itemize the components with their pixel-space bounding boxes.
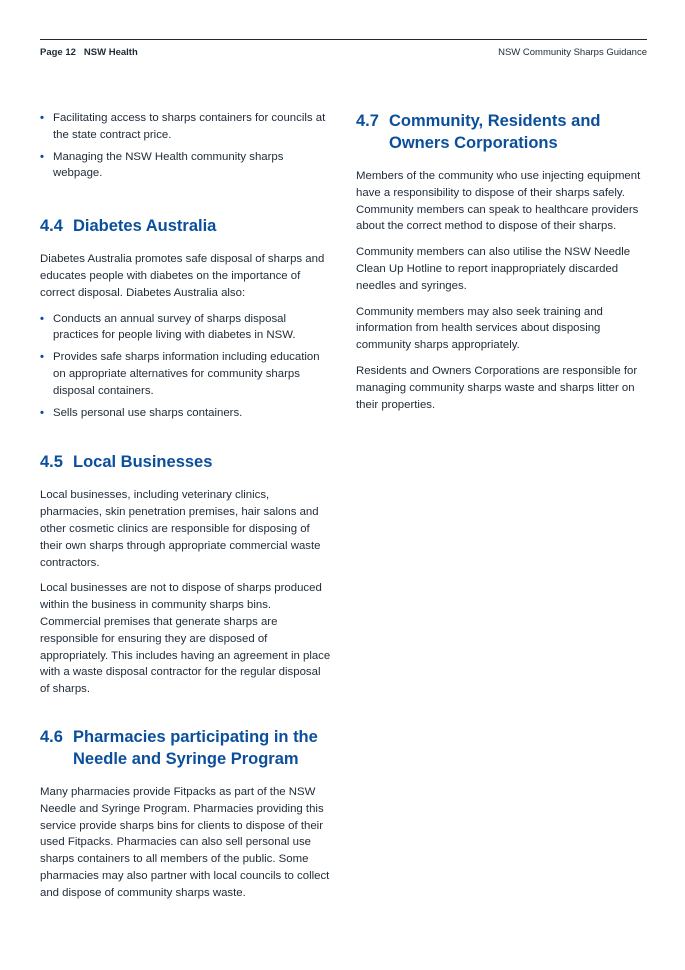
bullet-icon: • (40, 351, 44, 364)
diabetes-bullet-list (40, 311, 332, 422)
paragraph: Local businesses are not to dispose of sharps produced within the business in community sharps bins. Commercial premises that generate sharps are responsible for ensuring they are disposed of appropriately. This includes having an agreement in place with a waste disposal contractor for the regular disposal of sharps. (40, 582, 331, 696)
bullet-icon: • (40, 112, 44, 124)
left-column (40, 110, 332, 911)
paragraph: Community members may also seek training and information from health services about disposing community sharps appropriately. (356, 305, 603, 352)
header-rule (40, 39, 647, 40)
bullet-icon: • (40, 312, 44, 325)
bullet-icon: • (40, 150, 44, 163)
list-item: • Conducts an annual survey of sharps disposal practices for people living with diabetes in NSW. (40, 312, 296, 342)
section-heading-4-4: 4.4 Diabetes Australia (40, 217, 217, 236)
section-heading-4-6: 4.6 Pharmacies participating in the Needle and Syringe Program (40, 727, 318, 768)
paragraph: Members of the community who use injecting equipment have a responsibility to dispose of their sharps safely. Community members can speak to healthcare providers about the correct method to dispose of their sharps. (356, 170, 641, 233)
list-item: • Provides safe sharps information including education on appropriate alternatives for community sharps disposal containers. (40, 351, 320, 397)
organisation-name: NSW Health (83, 47, 138, 58)
right-column (356, 110, 648, 422)
paragraph: Local businesses, including veterinary clinics, pharmacies, skin penetration premises, hair salons and other cosmetic clinics are responsible for disposing of their own sharps through appropriate commercial waste contractors. (40, 489, 321, 569)
intro-bullet-list (40, 110, 332, 182)
page-header-left (40, 47, 138, 58)
list-item: • Managing the NSW Health community sharps webpage. (40, 150, 284, 180)
page-number: Page 12 (40, 47, 76, 58)
list-item: • Facilitating access to sharps containers for councils at the state contract price. (40, 112, 326, 141)
section-heading-4-7: 4.7 Community, Residents and Owners Corporations (356, 112, 601, 152)
paragraph: Diabetes Australia promotes safe disposal of sharps and educates people with diabetes on the importance of correct disposal. Diabetes Australia also: (40, 253, 325, 299)
paragraph: Many pharmacies provide Fitpacks as part of the NSW Needle and Syringe Program. Pharmacies providing this service provide sharps bins for clients to dispose of their used Fitpacks. Pharmacies can also sell personal use sharps containers to all members of the public. Some pharmacies may also partner with local councils to collect and dispose of community sharps waste. (40, 785, 330, 899)
bullet-icon: • (40, 406, 44, 419)
list-item: • Sells personal use sharps containers. (40, 405, 332, 422)
section-heading-4-5: 4.5 Local Businesses (40, 453, 213, 472)
document-title: NSW Community Sharps Guidance (498, 47, 647, 58)
paragraph: Community members can also utilise the NSW Needle Clean Up Hotline to report inappropriately discarded needles and syringes. (356, 246, 631, 292)
paragraph: Residents and Owners Corporations are responsible for managing community sharps waste and sharps litter on their properties. (356, 364, 638, 411)
